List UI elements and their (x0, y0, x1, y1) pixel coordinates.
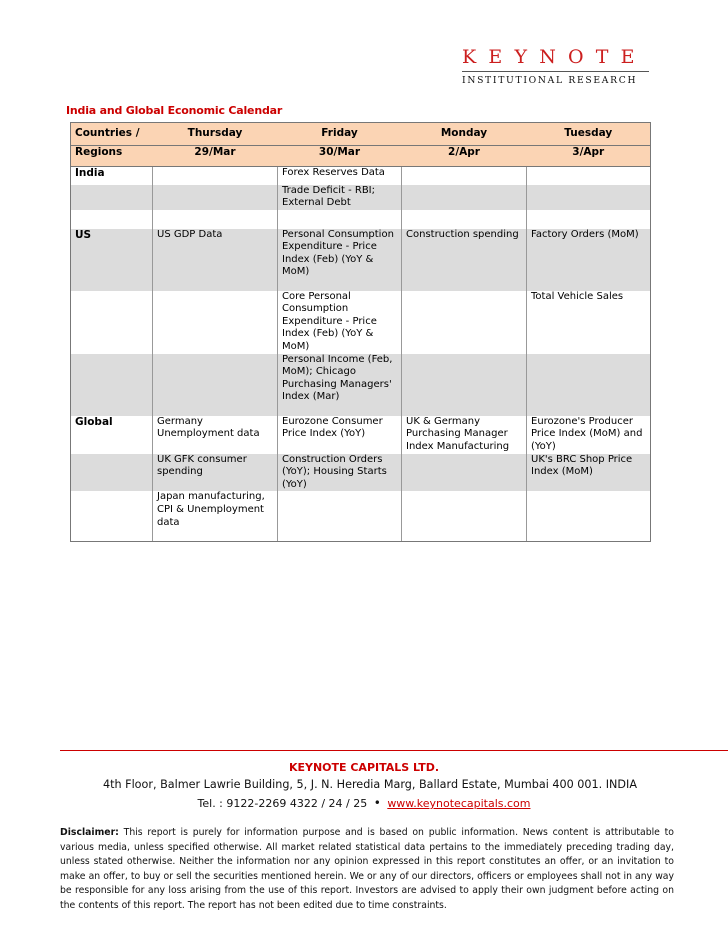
table-row (71, 185, 651, 210)
header-cell: Countries / (71, 123, 153, 146)
table-cell: Trade Deficit - RBI; External Debt (278, 185, 402, 210)
table-cell (71, 185, 153, 210)
table-cell (153, 210, 278, 229)
table-cell (402, 454, 527, 492)
table-cell: Construction spending (402, 229, 527, 291)
website-link[interactable]: www.keynotecapitals.com (387, 797, 531, 810)
table-cell (402, 491, 527, 541)
table-cell: Personal Income (Feb, MoM); Chicago Purchasing Managers' Index (Mar) (278, 354, 402, 416)
table-cell (527, 354, 651, 416)
table-cell: Japan manufacturing, CPI & Unemployment data (153, 491, 278, 541)
table-header-row (71, 123, 651, 146)
footer-address: 4th Floor, Balmer Lawrie Building, 5, J. N. Heredia Marg, Ballard Estate, Mumbai 400 001. INDIA (102, 778, 637, 791)
table-cell (71, 210, 153, 229)
table-cell: Germany Unemployment data (153, 416, 278, 454)
table-cell: Eurozone Consumer Price Index (YoY) (278, 416, 402, 454)
header-cell: Regions (71, 146, 153, 167)
table-cell: Construction Orders (YoY); Housing Starts (YoY) (278, 454, 402, 492)
table-header-row (71, 146, 651, 167)
header-cell: 29/Mar (153, 146, 278, 167)
table-row (71, 210, 651, 229)
table-cell: Factory Orders (MoM) (527, 229, 651, 291)
table-cell: Global (71, 416, 153, 454)
table-cell (527, 185, 651, 210)
table-cell: Core Personal Consumption Expenditure - Price Index (Feb) (YoY & MoM) (278, 291, 402, 354)
table-cell: Eurozone's Producer Price Index (MoM) and (YoY) (527, 416, 651, 454)
footer-contact-line (0, 796, 728, 810)
bullet-icon: • (373, 796, 381, 810)
table-cell: UK GFK consumer spending (153, 454, 278, 492)
table-cell (527, 491, 651, 541)
table-cell: Forex Reserves Data (278, 167, 402, 185)
table-cell (71, 491, 153, 541)
footer-telephone: Tel. : 9122-2269 4322 / 24 / 25 (197, 797, 368, 810)
footer-divider (60, 750, 728, 751)
table-cell: Personal Consumption Expenditure - Price Index (Feb) (YoY & MoM) (278, 229, 402, 291)
table-cell (402, 185, 527, 210)
header-cell: Friday (278, 123, 402, 146)
header-cell: Monday (402, 123, 527, 146)
header-cell: Thursday (153, 123, 278, 146)
table-row (71, 291, 651, 354)
table-row (71, 167, 651, 185)
table-cell (153, 185, 278, 210)
table-cell (153, 167, 278, 185)
calendar-title: India and Global Economic Calendar (66, 104, 283, 117)
table-cell (402, 291, 527, 354)
logo-wordmark: KEYNOTE (462, 46, 647, 68)
table-cell (71, 354, 153, 416)
economic-calendar-table (70, 122, 651, 542)
table-cell (402, 210, 527, 229)
table-cell (71, 291, 153, 354)
header-cell: 30/Mar (278, 146, 402, 167)
footer-company-name: KEYNOTE CAPITALS LTD. (288, 761, 440, 774)
table-cell: UK's BRC Shop Price Index (MoM) (527, 454, 651, 492)
table-cell (71, 454, 153, 492)
table-row (71, 229, 651, 291)
header-cell: 2/Apr (402, 146, 527, 167)
table-cell (527, 210, 651, 229)
keynote-logo (462, 46, 650, 86)
table-cell (278, 210, 402, 229)
table-cell (153, 354, 278, 416)
table-cell (153, 291, 278, 354)
disclaimer-text: This report is purely for information purpose and is based on public information. News content is attributable to various media, unless specified otherwise. All market related statistical data pertains to the immediately preceding trading day, unless stated otherwise. Neither the information nor any opinion expressed in this report constitutes an offer, or an invitation to make an offer, to buy or sell the securities mentioned herein. We or any of our directors, officers or employees shall not in any way be responsible for any loss arising from the use of this report. Investors are advised to apply their own judgment before acting on the contents of this report. The report has not been edited due to time constraints. (60, 827, 674, 911)
table-cell: UK & Germany Purchasing Manager Index Manufacturing (402, 416, 527, 454)
table-cell: US GDP Data (153, 229, 278, 291)
table-cell (527, 167, 651, 185)
header-cell: Tuesday (527, 123, 651, 146)
table-row (71, 416, 651, 454)
disclaimer (60, 826, 674, 913)
table-row (71, 454, 651, 492)
disclaimer-label: Disclaimer: (60, 827, 119, 838)
header-cell: 3/Apr (527, 146, 651, 167)
table-cell: India (71, 167, 153, 185)
table-cell (402, 167, 527, 185)
table-cell: US (71, 229, 153, 291)
table-cell (278, 491, 402, 541)
logo-divider (462, 71, 649, 72)
table-row (71, 491, 651, 541)
logo-subtitle: INSTITUTIONAL RESEARCH (462, 75, 638, 86)
table-row (71, 354, 651, 416)
table-cell (402, 354, 527, 416)
table-cell: Total Vehicle Sales (527, 291, 651, 354)
